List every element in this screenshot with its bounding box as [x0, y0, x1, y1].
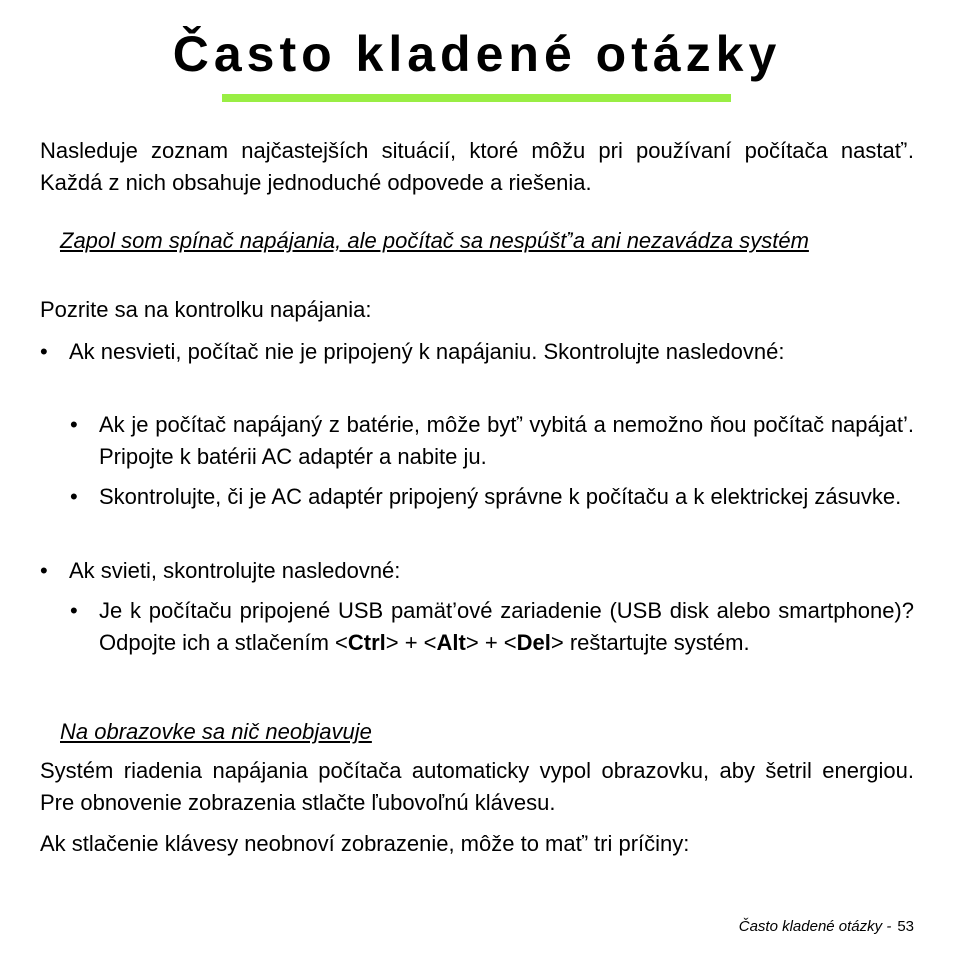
bullet-marker: •: [70, 598, 78, 623]
screen-paragraph-1: Systém riadenia napájania počítača automaticky vypol obrazovku, aby šetril energiou. Pre obnovenie zobrazenia stlačte ľubovoľnú klávesu.: [40, 758, 914, 815]
list-item: [70, 595, 914, 659]
bullet-marker: •: [70, 484, 78, 509]
list-item-text: [99, 595, 914, 659]
list-item: [40, 336, 914, 368]
intro-paragraph: Nasleduje zoznam najčastejších situácií, ktoré môžu pri používaní počítača nastať’. Každá z nich obsahuje jednoduché odpovede a riešenia.: [40, 138, 914, 195]
list-item-text: Ak nesvieti, počítač nie je pripojený k napájaniu. Skontrolujte nasledovné:: [69, 339, 785, 364]
key-alt: Alt: [436, 630, 466, 655]
list-item: [40, 555, 914, 587]
bullet-marker: •: [40, 558, 48, 583]
bullet-marker: •: [40, 339, 48, 364]
list-item-text: Skontrolujte, či je AC adaptér pripojený správne k počítaču a k elektrickej zásuvke.: [99, 484, 902, 509]
list-item-text: Ak svieti, skontrolujte nasledovné:: [69, 558, 401, 583]
page-title: Často kladené otázky: [172, 26, 782, 82]
section-heading-power: Zapol som spínač napájania, ale počítač sa nespúšť’a ani nezavádza systém: [60, 228, 809, 253]
restart-instruction-text: > reštartujte systém.: [550, 630, 750, 655]
key-separator: > + <: [385, 630, 437, 655]
bullet-marker: •: [70, 412, 78, 437]
key-separator: > + <: [465, 630, 517, 655]
section-heading-screen: Na obrazovke sa nič neobjavuje: [60, 719, 372, 744]
title-underline: [222, 94, 731, 102]
list-item: [70, 481, 914, 513]
list-item-text: Ak je počítač napájaný z batérie, môže byť’ vybitá a nemožno ňou počítač napájat’. Pripojte k batérii AC adaptér a nabite ju.: [99, 412, 914, 469]
key-ctrl: Ctrl: [347, 630, 386, 655]
list-item: [70, 409, 914, 473]
footer-label: Často kladené otázky -: [738, 918, 892, 935]
page-number: 53: [897, 918, 914, 935]
usb-instruction-text: Je k počítaču pripojené USB pamät’ové zariadenie (USB disk alebo smartphone)? Odpojte ich a stlačením <: [99, 598, 914, 655]
screen-paragraph-2: Ak stlačenie klávesy neobnoví zobrazenie, môže to mať’ tri príčiny:: [40, 831, 690, 856]
key-del: Del: [516, 630, 551, 655]
power-lead-text: Pozrite sa na kontrolku napájania:: [40, 297, 372, 322]
page-footer: [739, 917, 914, 937]
